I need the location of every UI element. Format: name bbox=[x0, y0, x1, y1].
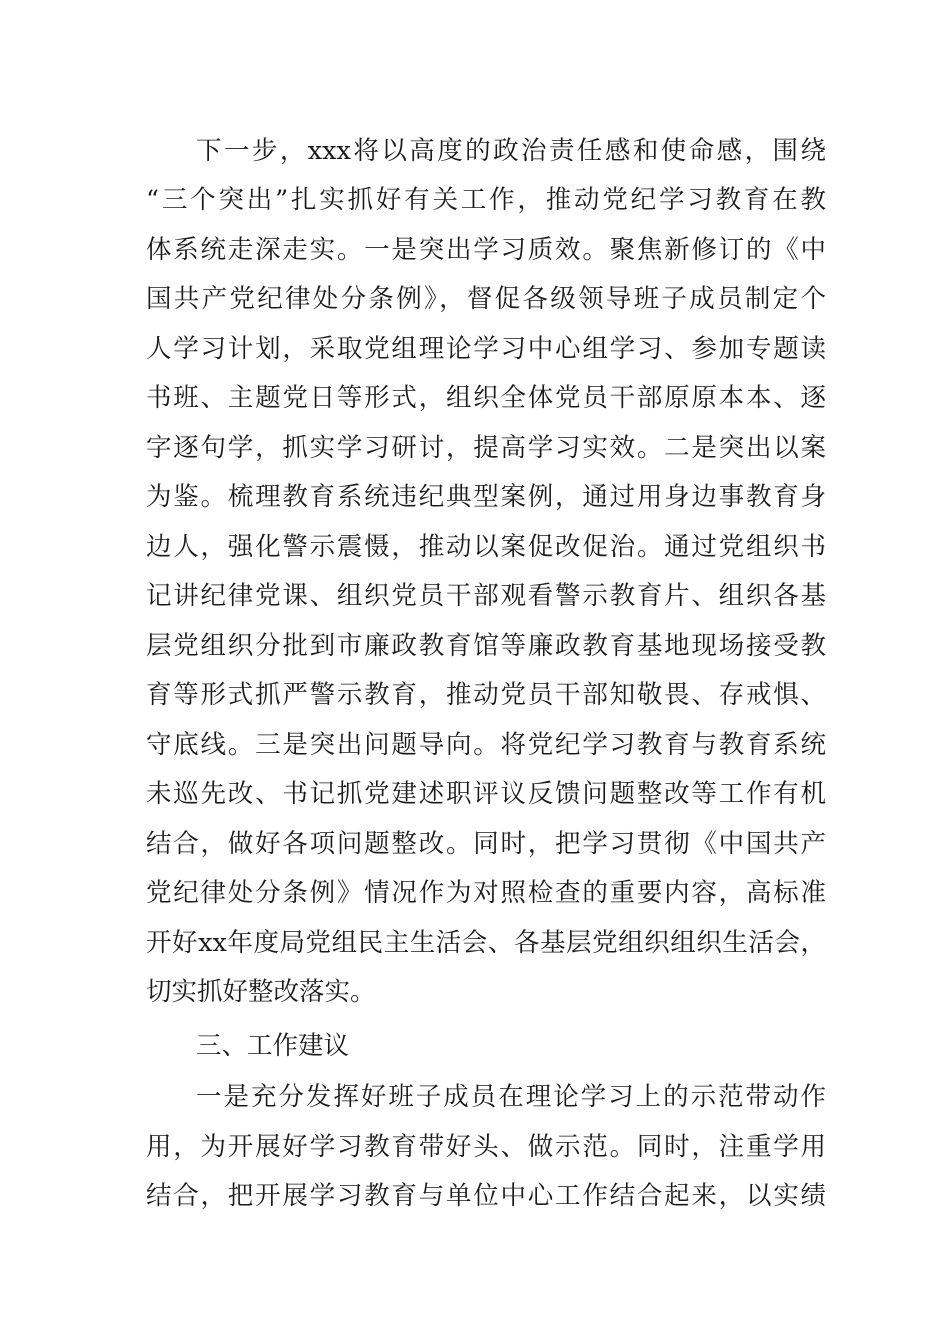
paragraph-line: “三个突出”扎实抓好有关工作，推动党纪学习教育在教 bbox=[146, 185, 826, 215]
paragraph-line: 结合，做好各项问题整改。同时，把学习贯彻《中国共产 bbox=[146, 829, 826, 859]
paragraph-line: 切实抓好整改落实。 bbox=[146, 977, 376, 1007]
paragraph-line: 为鉴。梳理教育系统违纪典型案例，通过用身边事教育身 bbox=[146, 482, 826, 512]
section-heading: 三、工作建议 bbox=[196, 1031, 350, 1061]
paragraph-line: 下一步，xxx将以高度的政治责任感和使命感，围绕 bbox=[196, 136, 826, 166]
paragraph-line: 结合，把开展学习教育与单位中心工作结合起来，以实绩 bbox=[146, 1181, 826, 1211]
paragraph-line: 开好xx年度局党组民主生活会、各基层党组织组织生活会， bbox=[146, 928, 826, 958]
paragraph-line: 用，为开展好学习教育带好头、做示范。同时，注重学用 bbox=[146, 1132, 826, 1162]
paragraph-line: 国共产党纪律处分条例》，督促各级领导班子成员制定个 bbox=[146, 284, 826, 314]
paragraph-line: 育等形式抓严警示教育，推动党员干部知敬畏、存戒惧、 bbox=[146, 680, 826, 710]
paragraph-line: 边人，强化警示震慑，推动以案促改促治。通过党组织书 bbox=[146, 532, 826, 562]
paragraph-line: 人学习计划，采取党组理论学习中心组学习、参加专题读 bbox=[146, 334, 826, 364]
paragraph-line: 层党组织分批到市廉政教育馆等廉政教育基地现场接受教 bbox=[146, 631, 826, 661]
paragraph-line: 守底线。三是突出问题导向。将党纪学习教育与教育系统 bbox=[146, 730, 826, 760]
paragraph-line: 记讲纪律党课、组织党员干部观看警示教育片、组织各基 bbox=[146, 581, 826, 611]
paragraph-line: 党纪律处分条例》情况作为对照检查的重要内容，高标准 bbox=[146, 878, 826, 908]
paragraph-line: 字逐句学，抓实学习研讨，提高学习实效。二是突出以案 bbox=[146, 433, 826, 463]
paragraph-line: 体系统走深走实。一是突出学习质效。聚焦新修订的《中 bbox=[146, 235, 826, 265]
paragraph-line: 未巡先改、书记抓党建述职评议反馈问题整改等工作有机 bbox=[146, 779, 826, 809]
paragraph-line: 书班、主题党日等形式，组织全体党员干部原原本本、逐 bbox=[146, 383, 826, 413]
paragraph-line: 一是充分发挥好班子成员在理论学习上的示范带动作 bbox=[196, 1082, 826, 1112]
